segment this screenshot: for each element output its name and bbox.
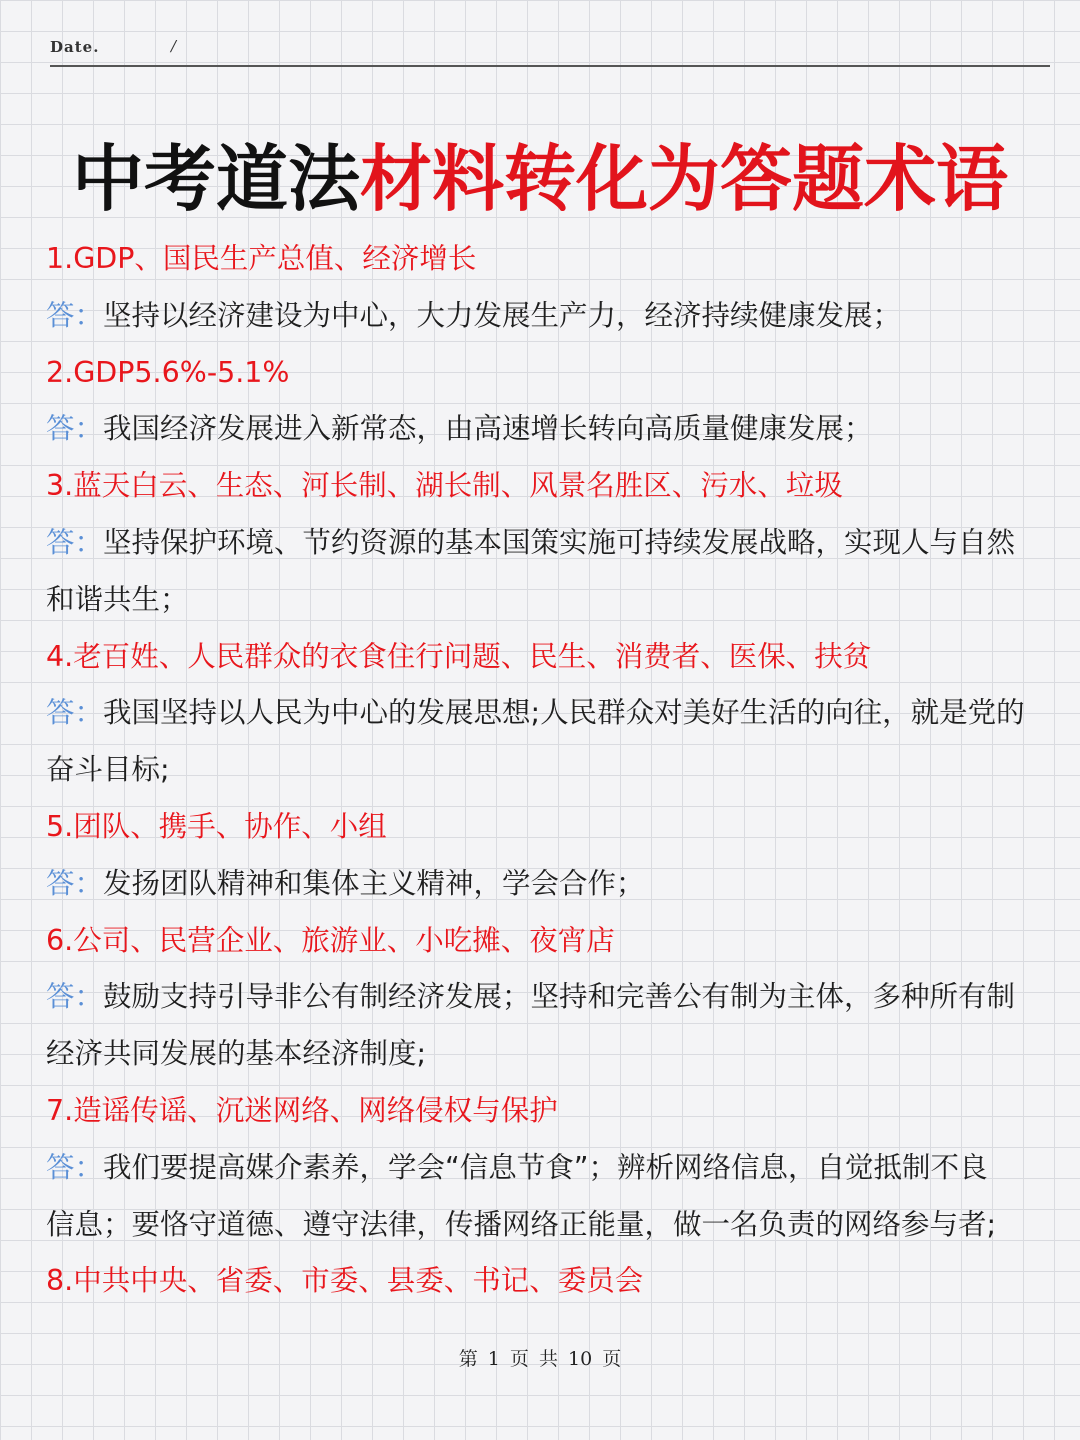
answer-continuation: 奋斗目标; xyxy=(46,753,170,787)
answer-label: 答： xyxy=(46,696,104,730)
answer-text: 我们要提高媒介素养，学会“信息节食”；辨析网络信息，自觉抵制不良 xyxy=(103,1150,988,1184)
page-title xyxy=(0,134,1080,224)
topic-line: 7.造谣传谣、沉迷网络、网络侵权与保护 xyxy=(46,1093,558,1127)
date-separator: / xyxy=(171,37,177,55)
topic-line: 4.老百姓、人民群众的衣食住行问题、民生、消费者、医保、扶贫 xyxy=(46,639,872,673)
content-body xyxy=(46,231,1038,1310)
date-rule xyxy=(50,65,1050,67)
topic-line: 1.GDP、国民生产总值、经济增长 xyxy=(46,242,477,275)
answer-line xyxy=(46,288,1038,345)
answer-text: 发扬团队精神和集体主义精神，学会合作； xyxy=(103,866,645,900)
answer-text: 我国坚持以人民为中心的发展思想;人民群众对美好生活的向往，就是党的 xyxy=(103,696,1025,730)
date-label: Date. xyxy=(50,38,100,56)
answer-text: 坚持保护环境、节约资源的基本国策实施可持续发展战略，实现人与自然 xyxy=(103,525,1016,559)
date-header xyxy=(50,36,1050,76)
answer-line xyxy=(46,969,1038,1026)
topic-line: 6.公司、民营企业、旅游业、小吃摊、夜宵店 xyxy=(46,923,615,957)
answer-text: 坚持以经济建设为中心，大力发展生产力，经济持续健康发展； xyxy=(103,298,902,332)
title-part-black: 中考道法 xyxy=(71,137,360,221)
answer-continuation: 经济共同发展的基本经济制度; xyxy=(46,1037,427,1071)
topic-line: 5.团队、携手、协作、小组 xyxy=(46,809,387,843)
page-footer: 第 1 页 共 10 页 xyxy=(458,1348,622,1370)
answer-line xyxy=(46,401,1038,458)
title-part-red: 材料转化为答题术语 xyxy=(360,137,1009,221)
topic-line: 3.蓝天白云、生态、河长制、湖长制、风景名胜区、污水、垃圾 xyxy=(46,469,843,503)
topic-line: 2.GDP5.6%-5.1% xyxy=(46,355,290,389)
answer-label: 答： xyxy=(46,412,104,446)
topic-line: 8.中共中央、省委、市委、县委、书记、委员会 xyxy=(46,1264,644,1298)
answer-label: 答： xyxy=(46,980,104,1014)
answer-line xyxy=(46,685,1038,742)
answer-label: 答： xyxy=(46,866,104,900)
answer-label: 答： xyxy=(46,1150,104,1184)
answer-text: 鼓励支持引导非公有制经济发展；坚持和完善公有制为主体，多种所有制 xyxy=(103,980,1016,1014)
answer-text: 我国经济发展进入新常态，由高速增长转向高质量健康发展； xyxy=(103,412,873,446)
answer-line xyxy=(46,856,1038,913)
answer-label: 答： xyxy=(46,298,104,332)
answer-label: 答： xyxy=(46,525,104,559)
answer-line xyxy=(46,1140,1038,1197)
answer-continuation: 信息；要恪守道德、遵守法律，传播网络正能量，做一名负责的网络参与者; xyxy=(46,1207,997,1241)
answer-line xyxy=(46,515,1038,572)
answer-continuation: 和谐共生； xyxy=(46,582,189,616)
